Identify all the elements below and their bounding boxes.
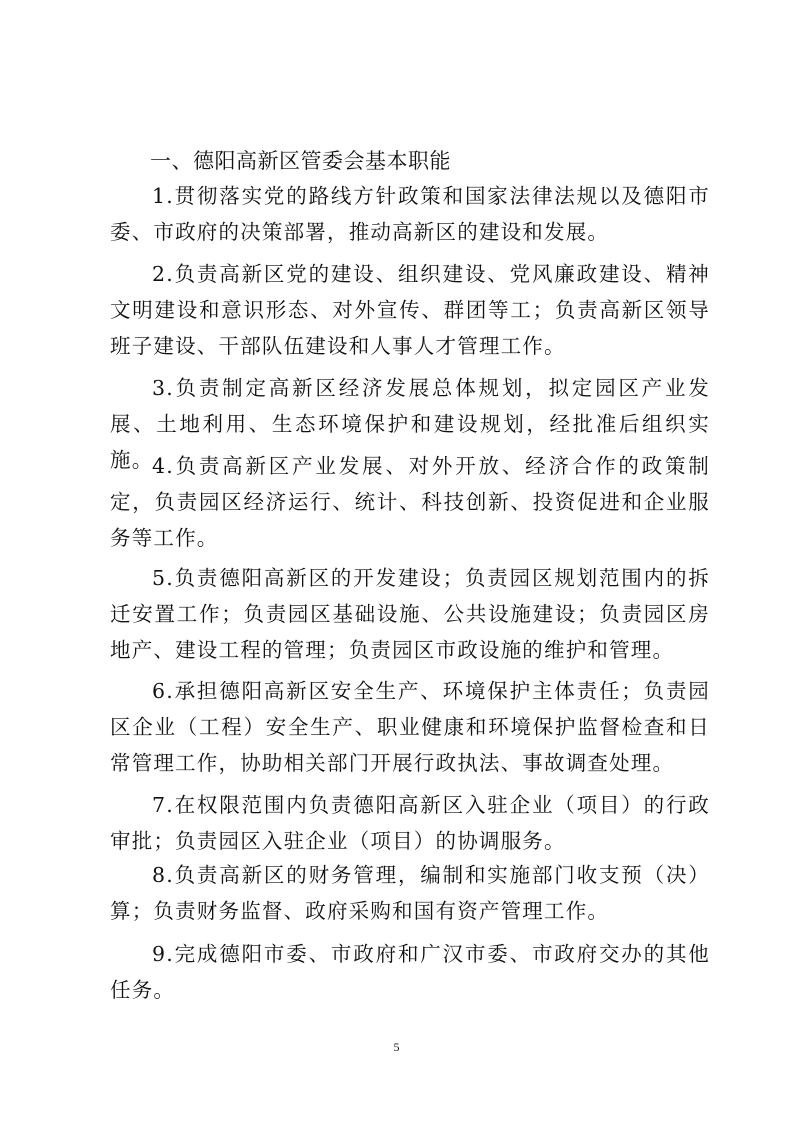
- section-heading: 一、德阳高新区管委会基本职能: [150, 149, 451, 173]
- duty-paragraph-4: 4.负责高新区产业发展、对外开放、经济合作的政策制定，负责园区经济运行、统计、科技创新、投资促进和企业服务等工作。: [110, 454, 710, 550]
- duty-paragraph-8: 8.负责高新区的财务管理，编制和实施部门收支预（决）算；负责财务监督、政府采购和国有资产管理工作。: [110, 863, 710, 923]
- page-number: 5: [393, 1040, 400, 1054]
- duty-paragraph-2: 2.负责高新区党的建设、组织建设、党风廉政建设、精神文明建设和意识形态、对外宣传、群团等工；负责高新区领导班子建设、干部队伍建设和人事人才管理工作。: [110, 262, 710, 358]
- duty-paragraph-7: 7.在权限范围内负责德阳高新区入驻企业（项目）的行政审批；负责园区入驻企业（项目）的协调服务。: [110, 793, 710, 853]
- duty-paragraph-9: 9.完成德阳市委、市政府和广汉市委、市政府交办的其他任务。: [110, 942, 710, 1002]
- duty-paragraph-5: 5.负责德阳高新区的开发建设；负责园区规划范围内的拆迁安置工作；负责园区基础设施、公共设施建设；负责园区房地产、建设工程的管理；负责园区市政设施的维护和管理。: [110, 566, 710, 662]
- duty-paragraph-6: 6.承担德阳高新区安全生产、环境保护主体责任；负责园区企业（工程）安全生产、职业健康和环境保护监督检查和日常管理工作，协助相关部门开展行政执法、事故调查处理。: [110, 679, 710, 775]
- duty-paragraph-3: 3.负责制定高新区经济发展总体规划，拟定园区产业发展、土地利用、生态环境保护和建设规划，经批准后组织实施。: [110, 376, 710, 472]
- duty-paragraph-1: 1.贯彻落实党的路线方针政策和国家法律法规以及德阳市委、市政府的决策部署，推动高新区的建设和发展。: [110, 184, 710, 244]
